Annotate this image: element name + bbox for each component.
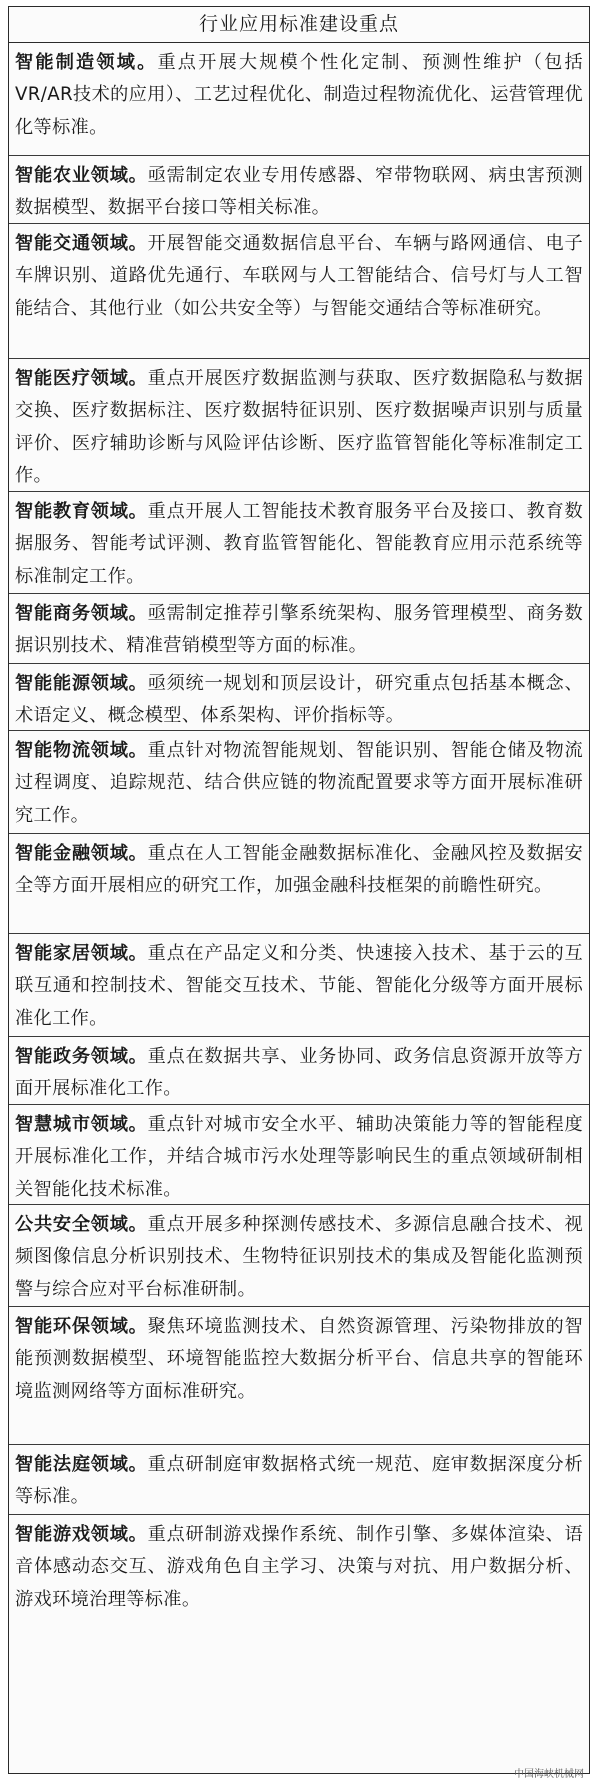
domain-description: 重点在产品定义和分类、快速接入技术、基于云的互联互通和控制技术、智能交互技术、节能、智能化分级等方面开展标准化工作。 (15, 943, 584, 1029)
domain-description: 重点针对城市安全水平、辅助决策能力等的智能程度开展标准化工作，并结合城市污水处理等影响民生的重点领域研制相关智能化技术标准。 (15, 1114, 584, 1200)
domain-description: 重点在人工智能金融数据标准化、金融风控及数据安全等方面开展相应的研究工作，加强金融科技框架的前瞻性研究。 (15, 843, 584, 897)
domain-label: 智能家居领域。 (15, 943, 148, 964)
domain-label: 智能能源领域。 (15, 673, 148, 694)
domain-description: 重点开展多种探测传感技术、多源信息融合技术、视频图像信息分析识别技术、生物特征识别技术的集成及智能化监测预警与综合应对平台标准研制。 (15, 1214, 584, 1300)
table-row (9, 934, 589, 1037)
standards-table (8, 6, 590, 1774)
domain-label: 智能游戏领域。 (15, 1524, 148, 1545)
domain-description: 重点针对物流智能规划、智能识别、智能仓储及物流过程调度、追踪规范、结合供应链的物流配置要求等方面开展标准研究工作。 (15, 740, 584, 826)
domain-label: 公共安全领域。 (15, 1214, 148, 1235)
table-row (9, 1205, 589, 1307)
domain-label: 智能交通领域。 (15, 233, 148, 254)
domain-description: 亟需制定农业专用传感器、窄带物联网、病虫害预测数据模型、数据平台接口等相关标准。 (15, 165, 584, 219)
table-row (9, 224, 589, 359)
table-row (9, 1445, 589, 1515)
table-row (9, 43, 589, 156)
domain-description: 开展智能交通数据信息平台、车辆与路网通信、电子车牌识别、道路优先通行、车联网与人工智能结合、信号灯与人工智能结合、其他行业（如公共安全等）与智能交通结合等标准研究。 (15, 233, 584, 319)
domain-description: 重点开展医疗数据监测与获取、医疗数据隐私与数据交换、医疗数据标注、医疗数据特征识别、医疗数据噪声识别与质量评价、医疗辅助诊断与风险评估诊断、医疗监管智能化等标准制定工作。 (15, 368, 584, 487)
table-row (9, 594, 589, 664)
table-row (9, 731, 589, 834)
domain-label: 智能政务领域。 (15, 1046, 148, 1067)
table-row (9, 1307, 589, 1445)
domain-description: 重点研制游戏操作系统、制作引擎、多媒体渲染、语音体感动态交互、游戏角色自主学习、决策与对抗、用户数据分析、游戏环境治理等标准。 (15, 1524, 584, 1610)
domain-label: 智能法庭领域。 (15, 1454, 148, 1475)
table-title: 行业应用标准建设重点 (9, 7, 589, 43)
domain-label: 智能农业领域。 (15, 165, 148, 186)
domain-label: 智能制造领域。 (15, 52, 158, 73)
domain-label: 智能商务领域。 (15, 603, 148, 624)
table-row (9, 834, 589, 934)
table-row (9, 1037, 589, 1105)
domain-label: 智能医疗领域。 (15, 368, 148, 389)
domain-label: 智能环保领域。 (15, 1316, 148, 1337)
domain-label: 智能物流领域。 (15, 740, 148, 761)
table-row (9, 1105, 589, 1205)
table-row (9, 1515, 589, 1773)
domain-description: 亟需制定推荐引擎系统架构、服务管理模型、商务数据识别技术、精准营销模型等方面的标准。 (15, 603, 584, 657)
domain-description: 重点在数据共享、业务协同、政务信息资源开放等方面开展标准化工作。 (15, 1046, 584, 1100)
table-row (9, 664, 589, 731)
domain-label: 智能教育领域。 (15, 501, 148, 522)
domain-description: 亟须统一规划和顶层设计，研究重点包括基本概念、术语定义、概念模型、体系架构、评价指标等。 (15, 673, 584, 727)
domain-label: 智能金融领域。 (15, 843, 148, 864)
domain-description: 重点开展人工智能技术教育服务平台及接口、教育数据服务、智能考试评测、教育监管智能化、智能教育应用示范系统等标准制定工作。 (15, 501, 584, 587)
domain-label: 智慧城市领域。 (15, 1114, 148, 1135)
domain-description: 聚焦环境监测技术、自然资源管理、污染物排放的智能预测数据模型、环境智能监控大数据分析平台、信息共享的智能环境监测网络等方面标准研究。 (15, 1316, 584, 1402)
table-row (9, 359, 589, 492)
table-row (9, 492, 589, 594)
domain-description: 重点开展大规模个性化定制、预测性维护（包括VR/AR技术的应用）、工艺过程优化、制造过程物流优化、运营管理优化等标准。 (15, 52, 583, 138)
table-row (9, 156, 589, 224)
watermark: 中国海峡机械网 (514, 1769, 584, 1780)
domain-description: 重点研制庭审数据格式统一规范、庭审数据深度分析等标准。 (15, 1454, 584, 1508)
